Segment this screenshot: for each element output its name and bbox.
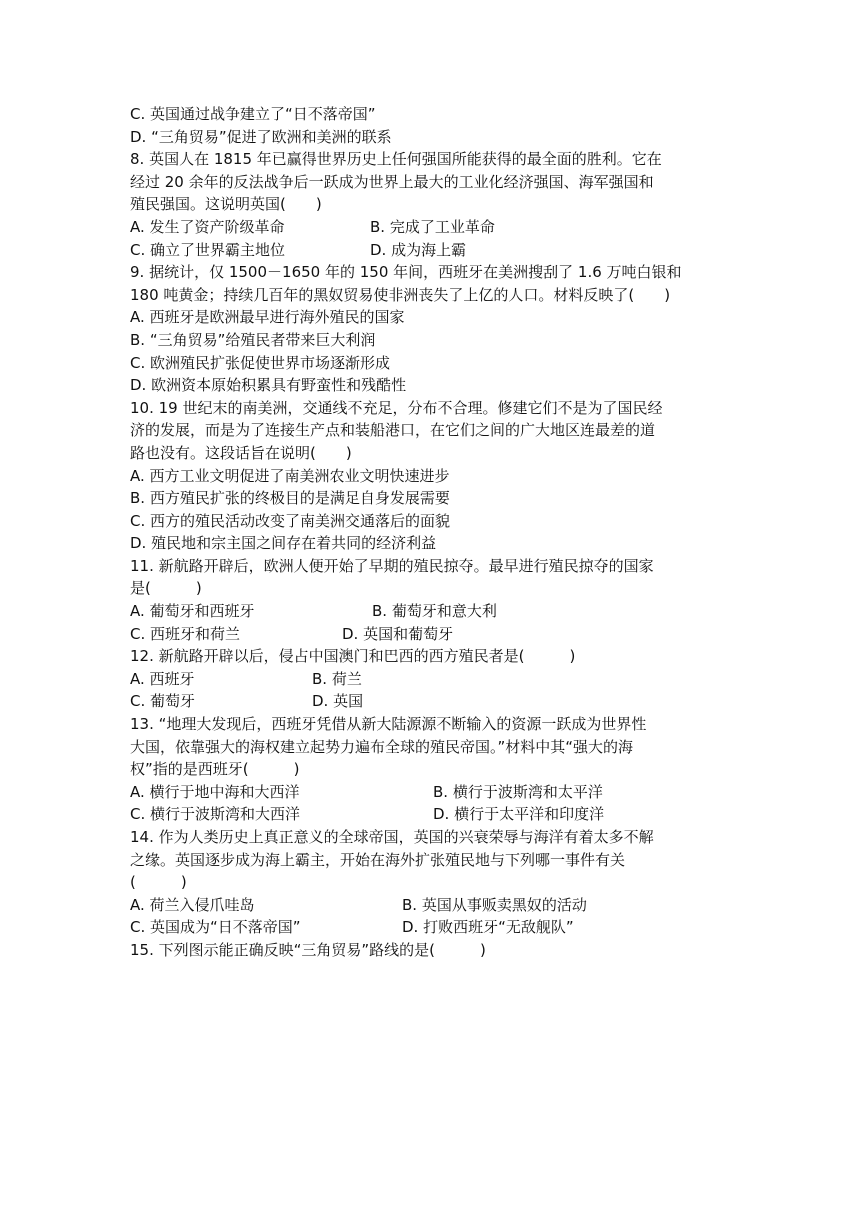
question-12-option-a: A. 西班牙 xyxy=(130,669,195,688)
question-9-option-a: A. 西班牙是欧洲最早进行海外殖民的国家 xyxy=(130,308,405,327)
question-11 xyxy=(130,555,730,645)
question-10-option-d: D. 殖民地和宗主国之间存在着共同的经济利益 xyxy=(130,534,437,553)
question-12 xyxy=(130,645,730,713)
question-11-stem-line-2: 是( ) xyxy=(130,579,202,598)
question-12-option-c: C. 葡萄牙 xyxy=(130,692,196,711)
question-13-option-c: C. 横行于波斯湾和大西洋 xyxy=(130,805,301,824)
question-12-option-b: B. 荷兰 xyxy=(312,669,362,688)
question-8 xyxy=(130,148,730,261)
question-13-option-a: A. 横行于地中海和大西洋 xyxy=(130,782,300,801)
question-11-option-a: A. 葡萄牙和西班牙 xyxy=(130,602,255,621)
question-14-option-a: A. 荷兰入侵爪哇岛 xyxy=(130,895,255,914)
question-8-option-c: C. 确立了世界霸主地位 xyxy=(130,240,286,259)
question-13-stem-line-1: 13. “地理大发现后，西班牙凭借从新大陆源源不断输入的资源一跃成为世界性 xyxy=(130,715,647,734)
question-12-options-row-1 xyxy=(130,668,730,691)
question-14-stem-line-1: 14. 作为人类历史上真正意义的全球帝国，英国的兴衰荣辱与海洋有着太多不解 xyxy=(130,828,654,846)
question-10-option-c: C. 西方的殖民活动改变了南美洲交通落后的面貌 xyxy=(130,511,451,530)
question-15 xyxy=(130,939,730,962)
question-11-option-c: C. 西班牙和荷兰 xyxy=(130,624,241,643)
question-8-options-row-1 xyxy=(130,216,730,239)
question-10-stem-line-3: 路也没有。这段话旨在说明( ) xyxy=(130,443,352,462)
question-14-option-d: D. 打败西班牙“无敌舰队” xyxy=(402,918,574,937)
question-14-options-row-2 xyxy=(130,916,730,939)
question-14-stem-line-2: 之缘。英国逐步成为海上霸主，开始在海外扩张殖民地与下列哪一事件有关 xyxy=(130,850,626,869)
question-14 xyxy=(130,826,730,939)
question-13-options-row-2 xyxy=(130,803,730,826)
prev-option-d: D. “三角贸易”促进了欧洲和美洲的联系 xyxy=(130,127,392,146)
question-13 xyxy=(130,713,730,826)
question-9-stem-line-1: 9. 据统计，仅 1500－1650 年的 150 年间，西班牙在美洲搜刮了 1.6 万吨白银和 xyxy=(130,263,682,282)
question-14-stem-line-3: ( ) xyxy=(130,873,187,892)
question-10-stem-line-2: 济的发展，而是为了连接生产点和装船港口，在它们之间的广大地区连最差的道 xyxy=(130,421,656,440)
question-12-option-d: D. 英国 xyxy=(312,692,364,711)
question-9-option-b: B. “三角贸易”给殖民者带来巨大利润 xyxy=(130,330,376,349)
question-11-option-b: B. 葡萄牙和意大利 xyxy=(372,602,497,621)
question-13-options-row-1 xyxy=(130,781,730,804)
question-10-option-a: A. 西方工业文明促进了南美洲农业文明快速进步 xyxy=(130,466,450,485)
question-10 xyxy=(130,397,730,555)
question-8-options-row-2 xyxy=(130,239,730,262)
question-8-stem-line-3: 殖民强国。这说明英国( ) xyxy=(130,195,322,214)
question-10-stem-line-1: 10. 19 世纪末的南美洲，交通线不充足，分布不合理。修建它们不是为了国民经 xyxy=(130,398,663,417)
question-8-stem-line-1: 8. 英国人在 1815 年已赢得世界历史上任何强国所能获得的最全面的胜利。它在 xyxy=(130,150,662,169)
question-9 xyxy=(130,261,730,397)
question-11-option-d: D. 英国和葡萄牙 xyxy=(342,624,454,643)
question-11-stem-line-1: 11. 新航路开辟后，欧洲人便开始了早期的殖民掠夺。最早进行殖民掠夺的国家 xyxy=(130,556,654,575)
question-15-stem-line-1: 15. 下列图示能正确反映“三角贸易”路线的是( ) xyxy=(130,940,486,959)
question-9-stem-line-2: 180 吨黄金；持续几百年的黑奴贸易使非洲丧失了上亿的人口。材料反映了( ) xyxy=(130,285,671,304)
question-14-option-b: B. 英国从事贩卖黑奴的活动 xyxy=(402,895,587,914)
question-11-options-row-2 xyxy=(130,623,730,646)
question-12-options-row-2 xyxy=(130,690,730,713)
question-13-option-d: D. 横行于太平洋和印度洋 xyxy=(433,805,605,824)
question-14-option-c: C. 英国成为“日不落帝国” xyxy=(130,918,301,937)
question-12-stem-line-1: 12. 新航路开辟以后，侵占中国澳门和巴西的西方殖民者是( ) xyxy=(130,647,576,666)
question-11-options-row-1 xyxy=(130,600,730,623)
question-8-option-b: B. 完成了工业革命 xyxy=(370,217,495,236)
question-8-stem-line-2: 经过 20 余年的反法战争后一跃成为世界上最大的工业化经济强国、海军强国和 xyxy=(130,172,654,191)
question-9-option-d: D. 欧洲资本原始积累具有野蛮性和残酷性 xyxy=(130,376,407,395)
question-13-stem-line-3: 权”指的是西班牙( ) xyxy=(130,760,300,779)
question-13-option-b: B. 横行于波斯湾和太平洋 xyxy=(433,782,603,801)
question-8-option-a: A. 发生了资产阶级革命 xyxy=(130,217,285,236)
question-14-options-row-1 xyxy=(130,894,730,917)
prev-option-c: C. 英国通过战争建立了“日不落帝国” xyxy=(130,105,376,123)
exam-page xyxy=(130,103,730,962)
question-8-option-d: D. 成为海上霸 xyxy=(370,240,467,259)
question-9-option-c: C. 欧洲殖民扩张促使世界市场逐渐形成 xyxy=(130,353,391,372)
question-10-option-b: B. 西方殖民扩张的终极目的是满足自身发展需要 xyxy=(130,489,450,508)
question-13-stem-line-2: 大国，依靠强大的海权建立起势力遍布全球的殖民帝国。”材料中其“强大的海 xyxy=(130,737,634,756)
